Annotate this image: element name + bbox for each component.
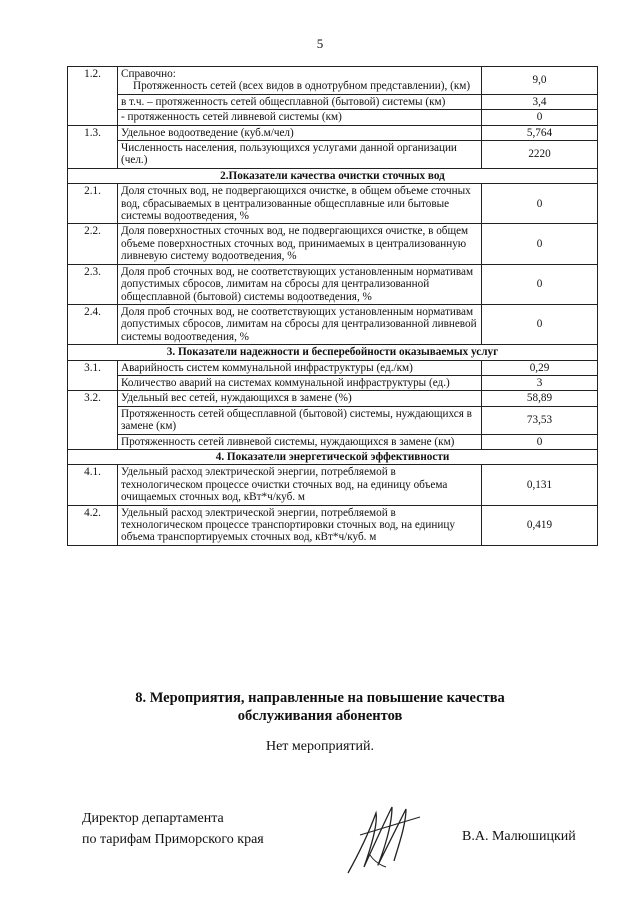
table-row [68,224,598,264]
row-value: 3 [482,375,598,390]
row-value: 0 [482,304,598,344]
row-value: 0 [482,184,598,224]
row-value: 0 [482,110,598,125]
row-text: Удельный вес сетей, нуждающихся в замене (%) [118,391,482,406]
row-text: - протяженность сетей ливневой системы (км) [118,110,482,125]
row-value: 0 [482,224,598,264]
row-text: Численность населения, пользующихся услугами данной организации (чел.) [118,141,482,169]
table-row [68,94,598,109]
table-row [68,406,598,434]
row-number: 2.1. [68,184,118,224]
table-row [68,505,598,545]
reference-label: Справочно: [121,68,176,80]
table-row [68,465,598,505]
row-value: 2220 [482,141,598,169]
row-value: 0 [482,434,598,449]
row-text: Удельный расход электрической энергии, потребляемой в технологическом процессе транспортировки сточных вод, на единицу объема транспортируемых сточных вод, кВт*ч/куб. м [118,505,482,545]
chapter-heading [0,689,640,725]
row-text: Удельный расход электрической энергии, потребляемой в технологическом процессе очистки сточных вод, на единицу объема очищаемых сточных вод, кВт*ч/куб. м [118,465,482,505]
row-value: 3,4 [482,94,598,109]
row-text [118,67,482,95]
row-value: 5,764 [482,125,598,140]
section-header-row [68,345,598,360]
handwritten-signature [340,795,430,890]
section-title: 2.Показатели качества очистки сточных вод [68,168,598,183]
row-number: 3.2. [68,391,118,450]
row-text: Доля проб сточных вод, не соответствующих установленным нормативам допустимых сбросов, лимитам на сбросы для централизованной ливневой системы водоотведения, % [118,304,482,344]
signatory-position [82,808,264,850]
section-title: 3. Показатели надежности и бесперебойности оказываемых услуг [68,345,598,360]
row-text: Аварийность систем коммунальной инфраструктуры (ед./км) [118,360,482,375]
table-row [68,360,598,375]
row-value: 0 [482,264,598,304]
row-text: Протяженность сетей ливневой системы, нуждающихся в замене (км) [118,434,482,449]
row-subtext: Протяженность сетей (всех видов в однотрубном представлении), (км) [133,80,471,93]
row-number: 4.1. [68,465,118,505]
row-value: 0,419 [482,505,598,545]
row-text: Доля поверхностных сточных вод, не подвергающихся очистке, в общем объеме поверхностных сточных вод, принимаемых в централизованную ливневую систему водоотведения, % [118,224,482,264]
row-value: 73,53 [482,406,598,434]
table-row [68,67,598,95]
table-row [68,110,598,125]
row-number: 1.3. [68,125,118,168]
chapter-heading-line1: 8. Мероприятия, направленные на повышение качества [135,690,505,706]
table-row [68,264,598,304]
table-row [68,434,598,449]
table-row [68,391,598,406]
row-text: Удельное водоотведение (куб.м/чел) [118,125,482,140]
table-row [68,125,598,140]
row-text: Количество аварий на системах коммунальной инфраструктуры (ед.) [118,375,482,390]
row-number: 2.2. [68,224,118,264]
row-value: 58,89 [482,391,598,406]
signatory-position-line2: по тарифам Приморского края [82,832,264,847]
row-text: в т.ч. – протяженность сетей общесплавной (бытовой) системы (км) [118,94,482,109]
table-row [68,141,598,169]
row-number: 4.2. [68,505,118,545]
signatory-name: В.А. Малюшицкий [462,829,576,844]
table-row [68,304,598,344]
row-text: Протяженность сетей общесплавной (бытовой) системы, нуждающихся в замене (км) [118,406,482,434]
row-text: Доля проб сточных вод, не соответствующих установленным нормативам допустимых сбросов, лимитам на сбросы для централизованной общесплавной (бытовой) системы водоотведения, % [118,264,482,304]
indicators-table [67,66,598,546]
table-row [68,184,598,224]
table-row [68,375,598,390]
row-value: 0,29 [482,360,598,375]
signatory-position-line1: Директор департамента [82,811,224,826]
row-number: 1.2. [68,67,118,126]
row-value: 9,0 [482,67,598,95]
row-number: 3.1. [68,360,118,391]
row-text: Доля сточных вод, не подвергающихся очистке, в общем объеме сточных вод, сбрасываемых в централизованные общесплавные или бытовые системы водоотведения, % [118,184,482,224]
chapter-heading-line2: обслуживания абонентов [237,708,403,724]
section-title: 4. Показатели энергетической эффективности [68,449,598,464]
no-measures-text: Нет мероприятий. [265,739,375,754]
row-number: 2.3. [68,264,118,304]
row-value: 0,131 [482,465,598,505]
section-header-row [68,168,598,183]
row-number: 2.4. [68,304,118,344]
section-header-row [68,449,598,464]
page-number: 5 [316,36,324,51]
